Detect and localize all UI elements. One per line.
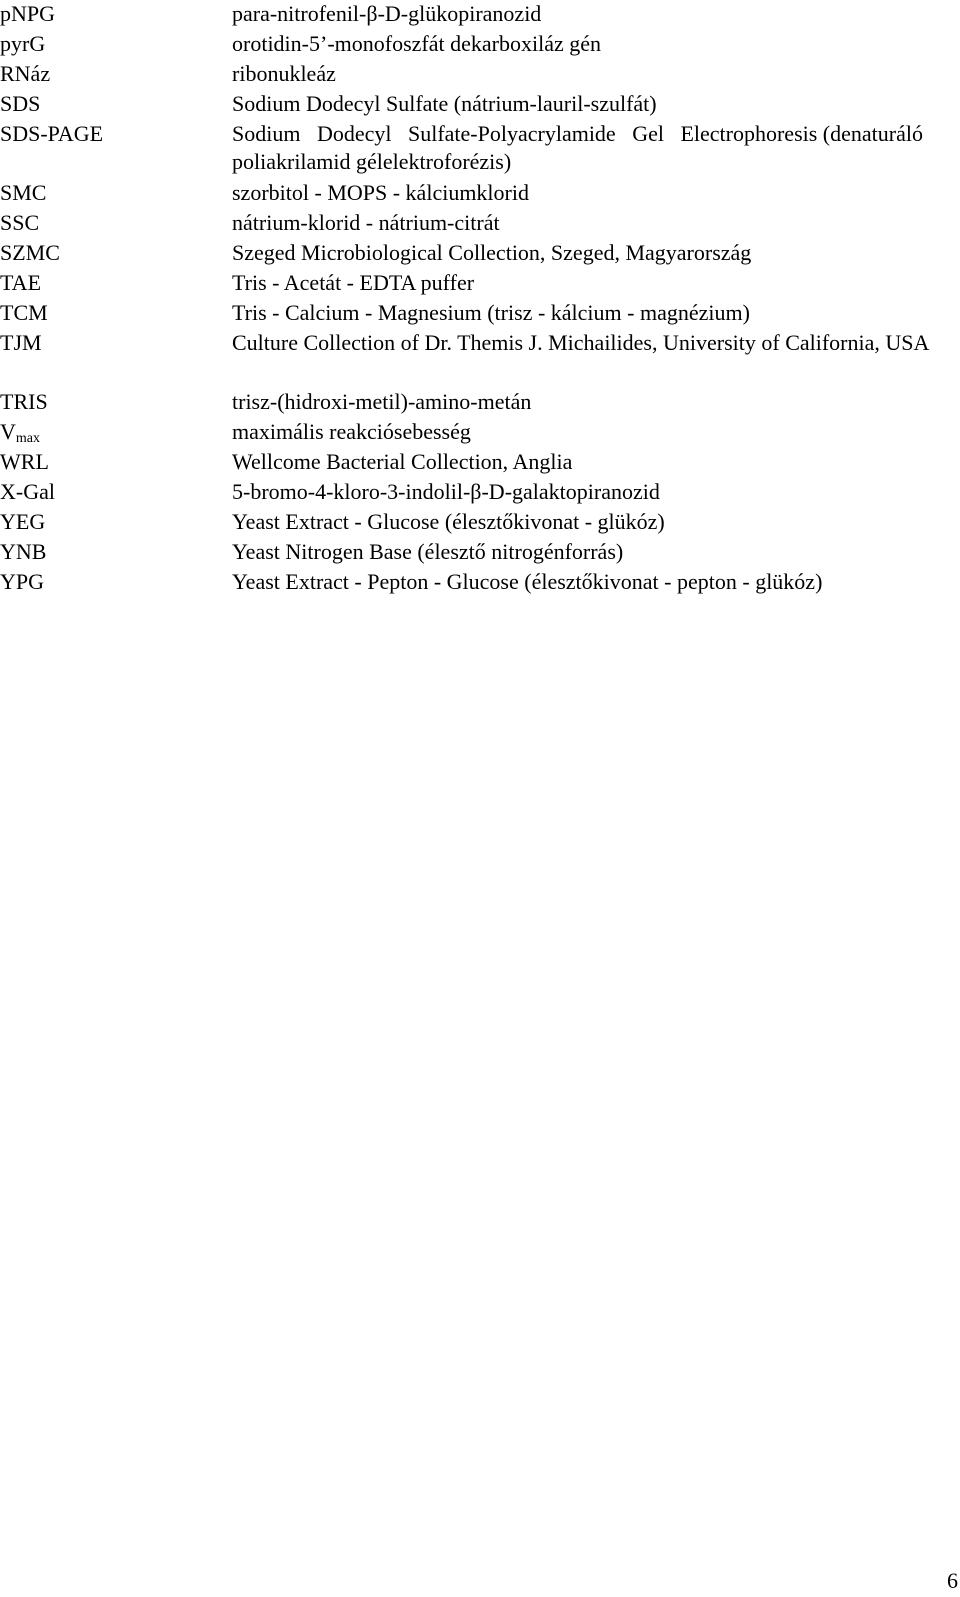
abbreviation: pNPG [0,1,56,26]
abbreviation-row-rnaz [0,60,960,90]
abbreviation-row-tae [0,269,960,299]
abbreviation: SZMC [0,240,60,265]
definition: Tris - Acetát - EDTA puffer [232,270,475,295]
abbreviation-subscript: max [15,431,40,446]
abbreviation: pyrG [0,31,46,56]
abbreviation-row-yeg [0,508,960,538]
abbreviation-row-tjm [0,329,960,388]
abbreviation-row-vmax [0,418,960,448]
abbreviation-row-sds [0,90,960,120]
abbreviation: RNáz [0,61,51,86]
definition: Yeast Nitrogen Base (élesztő nitrogénforrás) [232,539,624,564]
abbreviation-row-szmc [0,239,960,269]
definition: Szeged Microbiological Collection, Szeged, Magyarország [232,240,752,265]
abbreviation-main: V [0,419,16,444]
definition: 5-bromo-4-kloro-3-indolil-β-D-galaktopiranozid [232,479,660,504]
abbreviation: SSC [0,210,40,235]
definition: nátrium-klorid - nátrium-citrát [232,210,500,235]
abbreviation-row-pnpg [0,0,960,30]
page-number: 6 [947,1568,958,1593]
abbreviation-row-wrl [0,448,960,478]
abbreviation: TCM [0,300,48,325]
abbreviation-row-ypg [0,568,960,598]
definition: para-nitrofenil-β-D-glükopiranozid [232,1,542,26]
abbreviation: YEG [0,509,46,534]
definition: szorbitol - MOPS - kálciumklorid [232,180,529,205]
definition: orotidin-5’-monofoszfát dekarboxiláz gén [232,31,601,56]
abbreviation-row-ssc [0,209,960,239]
abbreviation: SDS-PAGE [0,121,104,146]
abbreviation-row-smc [0,179,960,209]
definition: Yeast Extract - Pepton - Glucose (élesztőkivonat - pepton - glükóz) [232,569,823,594]
abbreviation: WRL [0,449,49,474]
definition: Wellcome Bacterial Collection, Anglia [232,449,573,474]
definition: maximális reakciósebesség [232,419,471,444]
definition: Sodium Dodecyl Sulfate (nátrium-lauril-szulfát) [232,91,657,116]
abbreviation-row-tcm [0,299,960,329]
abbreviation-row-ynb [0,538,960,568]
definition: ribonukleáz [232,61,336,86]
abbreviation: YPG [0,569,45,594]
abbreviation: TJM [0,330,42,355]
abbreviation-row-x-gal [0,478,960,508]
definition: Culture Collection of Dr. Themis J. Michailides, University of California, USA [232,330,930,355]
abbreviation: SDS [0,91,41,116]
abbreviation: YNB [0,539,47,564]
definition: Yeast Extract - Glucose (élesztőkivonat - glükóz) [232,509,665,534]
abbreviation-row-pyrg [0,30,960,60]
abbreviation: TAE [0,270,42,295]
abbreviation-row-tris [0,388,960,418]
abbreviation-list [0,0,960,598]
abbreviation: SMC [0,180,47,205]
definition: Sodium Dodecyl Sulfate-Polyacrylamide Gel Electrophoresis (denaturáló poliakrilamid gélelektroforézis) [232,121,929,174]
definition: Tris - Calcium - Magnesium (trisz - kálcium - magnézium) [232,300,750,325]
abbreviation: X-Gal [0,479,55,504]
abbreviation: TRIS [0,389,48,414]
definition: trisz-(hidroxi-metil)-amino-metán [232,389,532,414]
abbreviation-row-sds-page [0,120,960,179]
